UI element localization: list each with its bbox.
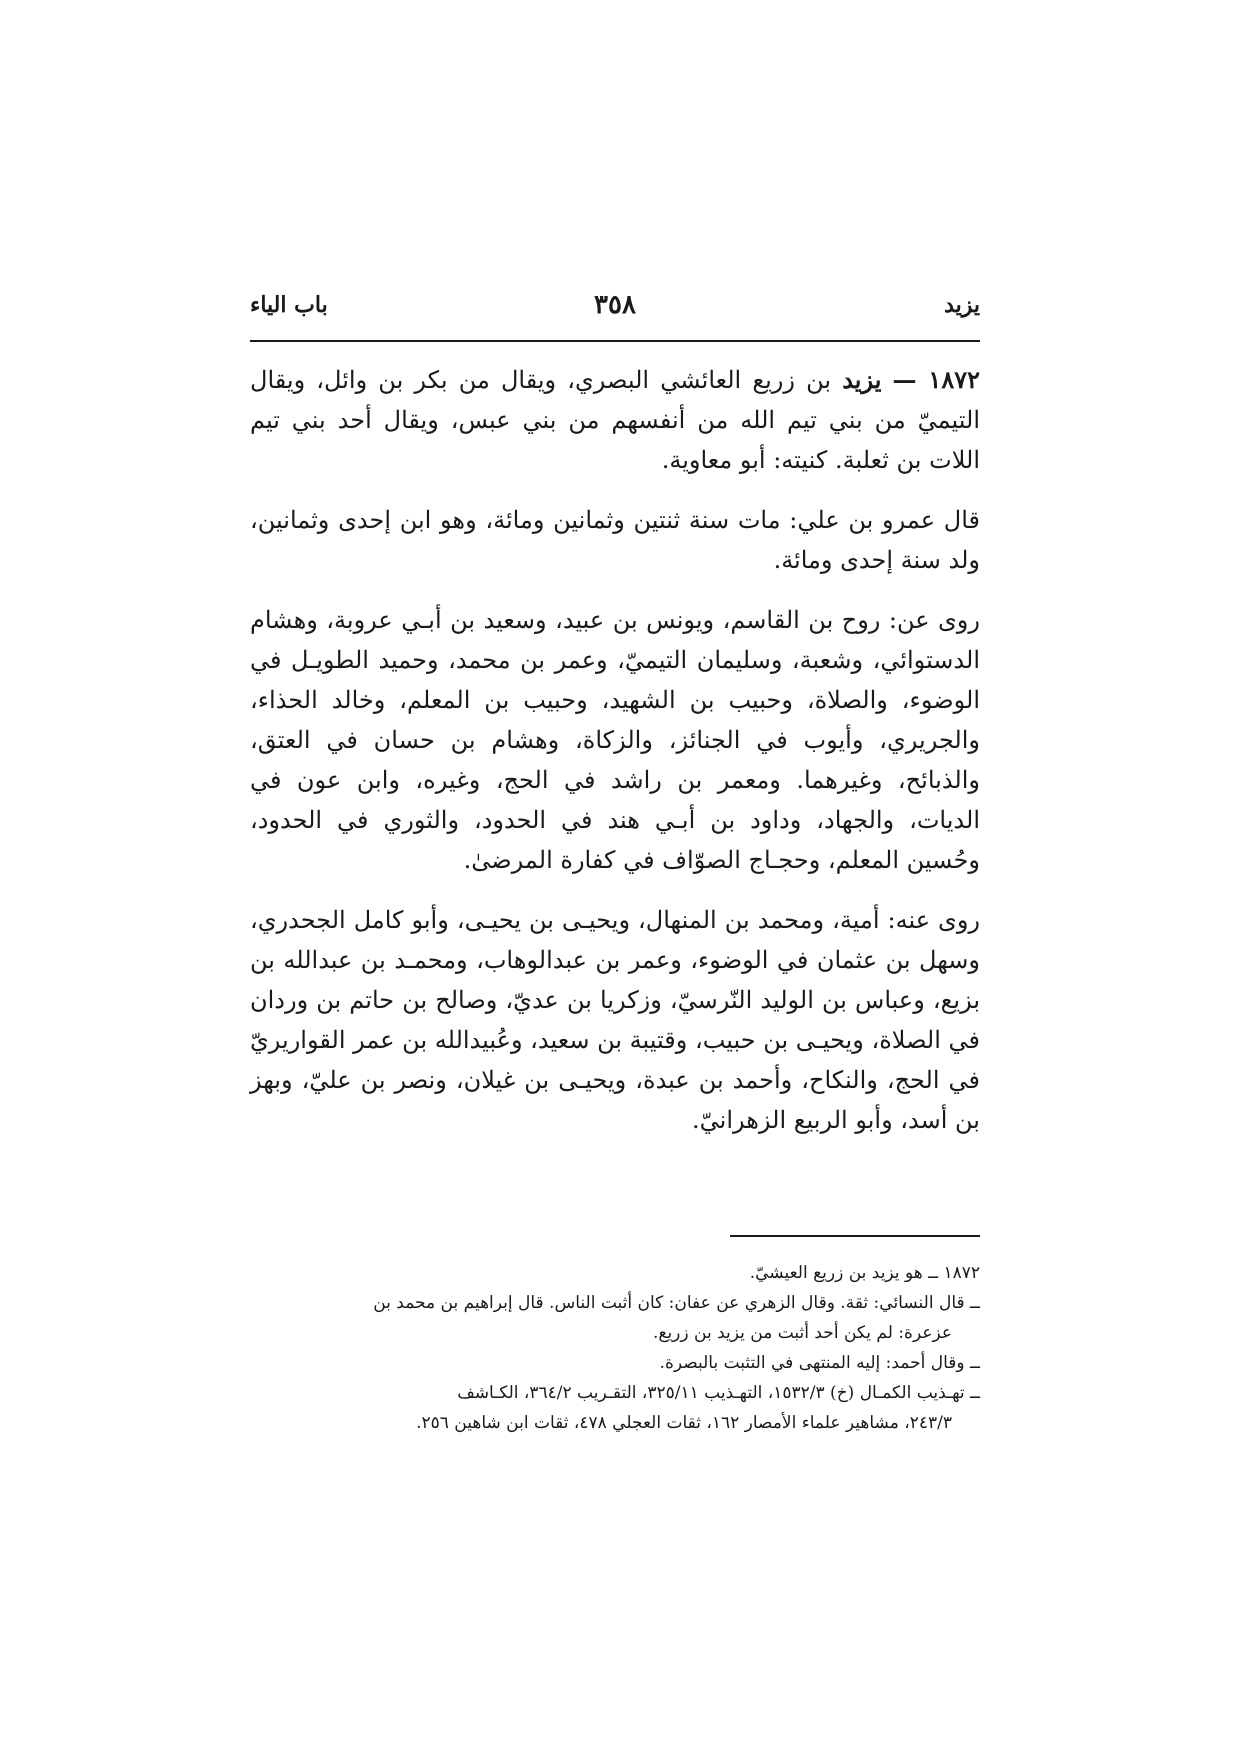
- footnote-line: ــ وقال أحمد: إليه المنتهى في التثبت بالبصرة.: [659, 1353, 980, 1373]
- footnotes: [250, 1258, 980, 1438]
- footnote-divider: [730, 1235, 980, 1237]
- entry-name: يزيد: [842, 365, 882, 394]
- narrated-by-paragraph: روى عنه: أمية، ومحمد بن المنهال، ويحيـى بن يحيـى، وأبو كامل الجحدري، وسهل بن عثمان في الوضوء، وعمر بن عبدالوهاب، ومحمـد بن عبدالله بن بزيع، وعباس بن الوليد النّرسيّ، وزكريا بن عديّ، وصالح بن حاتم بن وردان في الصلاة، ويحيـى بن حبيب، وقتيبة بن سعيد، وعُبيدالله بن عمر القواريريّ في الحج، والنكاح، وأحمد بن عبدة، ويحيـى بن غيلان، ونصر بن عليّ، وبهز بن أسد، وأبو الربيع الزهرانيّ.: [250, 906, 981, 1134]
- footnote-line: ــ تهـذيب الكمـال (خ) ١٥٣٢/٣، التهـذيب ٣٢٥/١١، التقـريب ٣٦٤/٢، الكـاشف: [457, 1383, 980, 1403]
- entry-paragraph: [250, 360, 980, 480]
- footnote-line: ١٨٧٢ ــ هو يزيد بن زريع العيشيّ.: [749, 1263, 980, 1283]
- entry-intro: بن زريع العائشي البصري، ويقال من بكر بن وائل، ويقال التيميّ من بني تيم الله من أنفسهم من بني عبس، ويقال أحد بني تيم اللات بن ثعلبة. كنيته: أبو معاوية.: [250, 366, 980, 474]
- header-entry-name: يزيد: [944, 292, 980, 318]
- death-paragraph: قال عمرو بن علي: مات سنة ثنتين وثمانين ومائة، وهو ابن إحدى وثمانين، ولد سنة إحدى ومائة.: [250, 506, 980, 574]
- footnote-line: عزعرة: لم يكن أحد أثبت من يزيد بن زريع.: [653, 1323, 952, 1343]
- page-number: ٣٥٨: [594, 290, 636, 320]
- main-text: [250, 360, 980, 1160]
- footnote-line: ٢٤٣/٣، مشاهير علماء الأمصار ١٦٢، ثقات العجلي ٤٧٨، ثقات ابن شاهين ٢٥٦.: [416, 1413, 952, 1433]
- header-chapter-title: باب الياء: [250, 292, 328, 318]
- narrated-from-paragraph: روى عن: روح بن القاسم، ويونس بن عبيد، وسعيد بن أبـي عروبة، وهشام الدستوائي، وشعبة، وسليمان التيميّ، وعمر بن محمد، وحميد الطويـل في الوضوء، والصلاة، وحبيب بن الشهيد، وحبيب بن المعلم، وخالد الحذاء، والجريري، وأيوب في الجنائز، والزكاة، وهشام بن حسان في العتق، والذبائح، وغيرهما. ومعمر بن راشد في الحج، وغيره، وابن عون في الديات، والجهاد، وداود بن أبـي هند في الحدود، والثوري في الحدود، وحُسين المعلم، وحجـاج الصوّاف في كفارة المرضىٰ.: [250, 606, 981, 874]
- header-divider: [250, 340, 980, 342]
- footnote-line: ــ قال النسائي: ثقة. وقال الزهري عن عفان: كان أثبت الناس. قال إبراهيم بن محمد بن: [373, 1293, 980, 1313]
- running-header: [250, 292, 980, 332]
- entry-number: ١٨٧٢ —: [892, 365, 980, 394]
